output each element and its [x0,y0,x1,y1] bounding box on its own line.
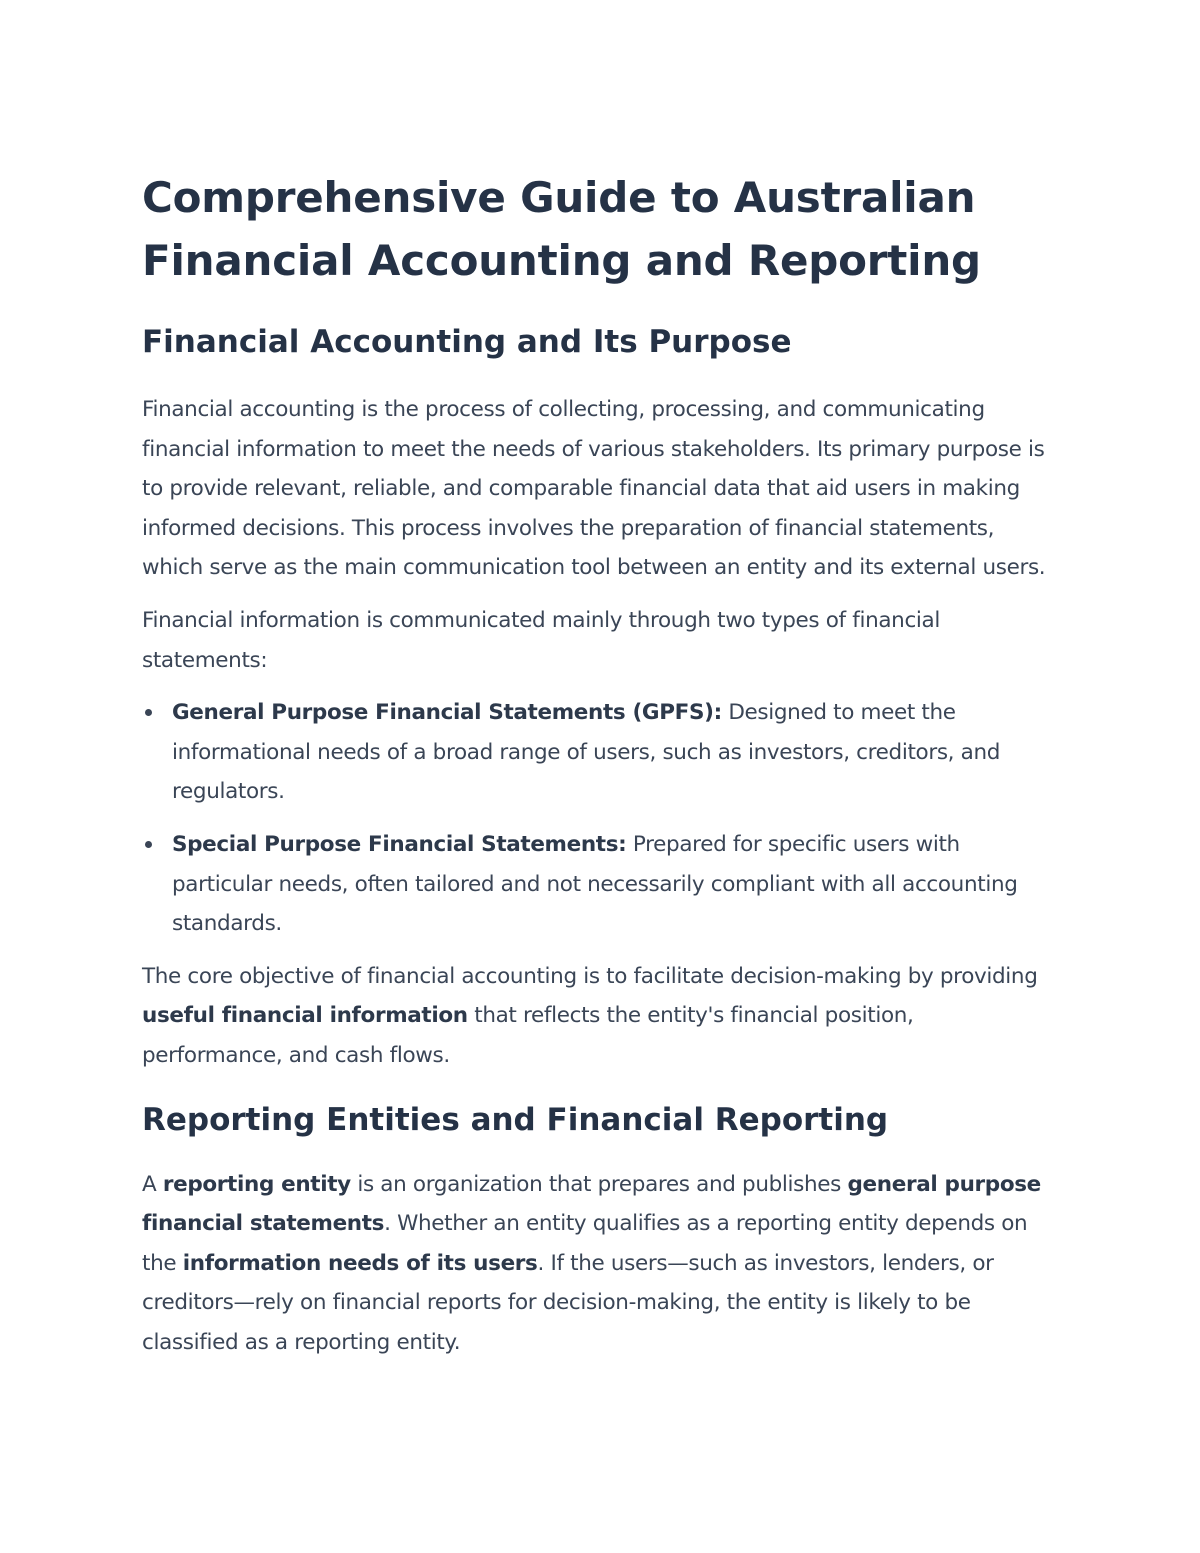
list-item-term: General Purpose Financial Statements (GPFS): [172,700,722,726]
document-title-line1: Comprehensive Guide to Australian [142,173,976,222]
bold-phrase: reporting entity [162,1171,351,1197]
bullet-icon [145,841,152,848]
section-heading-reporting-entities: Reporting Entities and Financial Reporting [142,1101,889,1138]
document-page [142,166,1057,1362]
list-item-gpfs [142,693,1057,812]
section-heading-financial-accounting: Financial Accounting and Its Purpose [142,324,792,360]
text-run: . Whether an entity qualifies as a reporting entity depends on the [142,1211,1028,1276]
document-title [142,166,1057,292]
list-item-text: Prepared for specific users with particular needs, often tailored and not necessarily compliant with all accounting standards. [172,831,1018,937]
text-run: that reflects the entity's financial position, performance, and cash flows. [142,1003,914,1068]
list-item-special-purpose [142,825,1057,944]
text-run: . If the users—such as investors, lenders, or creditors—rely on financial reports for decision-making, the entity is likely to be classified as a reporting entity. [142,1250,994,1355]
bold-phrase: general purpose financial statements [142,1171,1041,1237]
paragraph-core-objective [142,957,1057,1076]
text-run: The core objective of financial accounting is to facilitate decision-making by providing [142,963,1038,989]
text-run: A [142,1171,163,1197]
list-item-term: Special Purpose Financial Statements: [172,831,627,857]
text-run: is an organization that prepares and publishes [350,1171,848,1197]
statement-types-list [142,693,1057,944]
list-item-text: Designed to meet the informational needs of a broad range of users, such as investors, creditors, and regulators. [172,700,1001,805]
bullet-icon [145,709,152,716]
paragraph-reporting-entity-definition [142,1165,1057,1363]
bold-phrase: useful financial information [142,1003,468,1029]
paragraph-statement-types-intro: Financial information is communicated mainly through two types of financial statements: [142,607,940,673]
document-title-line2: Financial Accounting and Reporting [142,236,981,285]
paragraph-financial-accounting-definition: Financial accounting is the process of collecting, processing, and communicating financial information to meet the needs of various stakeholders. Its primary purpose is to provide relevant, reliable, and comparable financial data that aid users in making informed decisions. This process involves the preparation of financial statements, which serve as the main communication tool between an entity and its external users. [142,397,1046,581]
bold-phrase: information needs of its users [182,1250,538,1276]
